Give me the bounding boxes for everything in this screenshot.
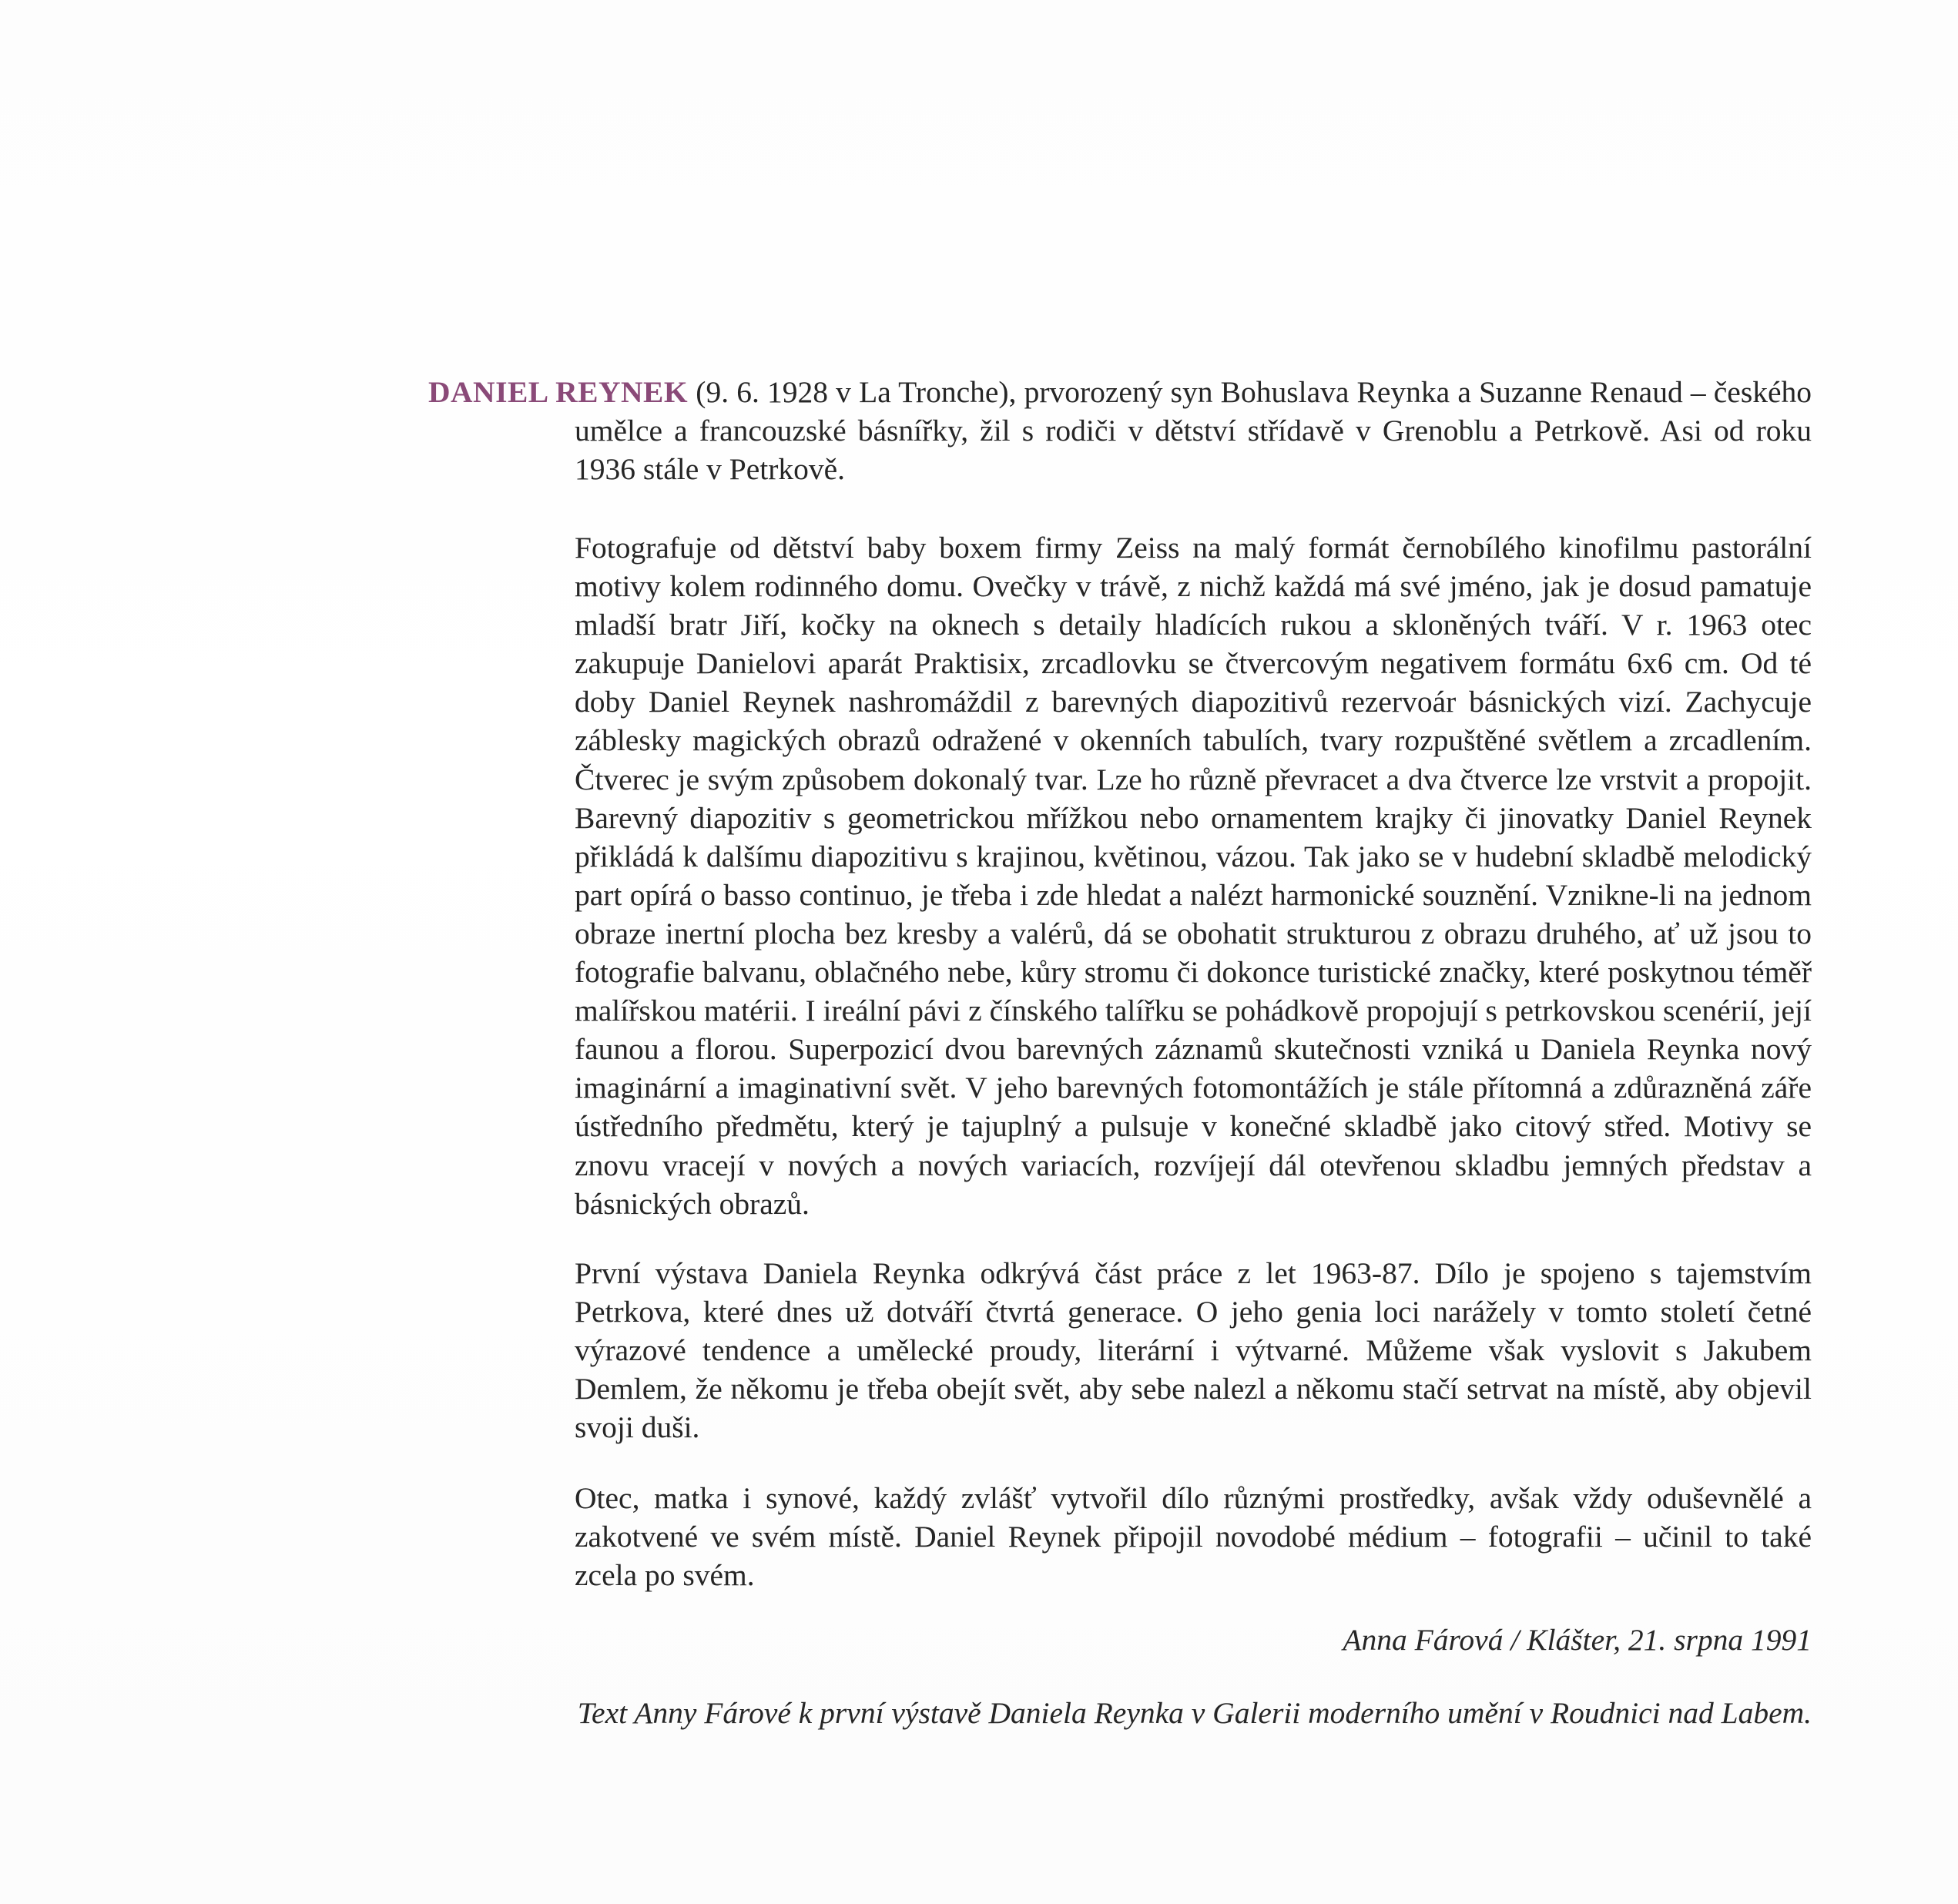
artist-name: DANIEL REYNEK — [428, 375, 689, 409]
body-paragraph-2 — [575, 1254, 1812, 1446]
paragraph-text: Fotografuje od dětství baby boxem firmy Zeiss na malý formát černobílého kinofilmu pastorální motivy kolem rodinného domu. Ovečky v trávě, z nichž každá má své jméno, jak je dosud pamatuje mladší bratr Jiří, kočky na oknech s detaily hladících rukou a skloněných tváří. V r. 1963 otec zakupuje Danielovi aparát Praktisix, zrcadlovku se čtvercovým negativem formátu 6x6 cm. Od té doby Daniel Reynek nashromáždil z barevných diapozitivů rezervoár básnických vizí. Zachycuje záblesky magických obrazů odražené v okenních tabulích, tvary rozpuštěné světlem a zrcadlením. Čtverec je svým způsobem dokonalý tvar. Lze ho různě převracet a dva čtverce lze vrstvit a propojit. Barevný diapozitiv s geometrickou mřížkou nebo ornamentem krajky či jinovatky Daniel Reynek přikládá k dalšímu diapozitivu s krajinou, květinou, vázou. Tak jako se v hudební skladbě melodický part opírá o basso continuo, je třeba i zde hledat a nalézt harmonické souznění. Vznikne-li na jednom obraze inertní plocha bez kresby a valérů, dá se obohatit strukturou z obrazu druhého, ať už jsou to fotografie balvanu, oblačného nebe, kůry stromu či dokonce turistické značky, které poskytnou téměř malířskou matérii. I ireální pávi z čínského talířku se pohádkově propojují s petrkovskou scenérií, její faunou a florou. Superpozicí dvou barevných záznamů skutečnosti vzniká u Daniela Reynka nový imaginární a imaginativní svět. V jeho barevných fotomontážích je stále přítomná a zdůrazněná záře ústředního předmětu, který je tajuplný a pulsuje v konečné skladbě jako citový střed. Motivy se znovu vracejí v nových a nových variacích, rozvíjejí dál otevřenou skladbu jemných představ a básnických obrazů. — [575, 531, 1812, 1221]
bio-paragraph — [428, 373, 1812, 488]
bio-text: (9. 6. 1928 v La Tronche), prvorozený syn Bohuslava Reynka a Suzanne Renaud – českého umělce a francouzské básnířky, žil s rodiči v dětství střídavě v Grenoblu a Petrkově. Asi od roku 1936 stále v Petrkově. — [575, 375, 1812, 486]
body-paragraph-3 — [575, 1479, 1812, 1594]
source-caption: Text Anny Fárové k první výstavě Daniela Reynka v Galerii moderního umění v Roudnici nad Labem. — [577, 1696, 1812, 1730]
body-paragraph-1 — [575, 528, 1812, 1223]
paragraph-text: První výstava Daniela Reynka odkrývá část práce z let 1963-87. Dílo je spojeno s tajemstvím Petrkova, které dnes už dotváří čtvrtá generace. O jeho genia loci narážely v tomto století četné výrazové tendence a umělecké proudy, literární i výtvarné. Můžeme však vyslovit s Jakubem Demlem, že někomu je třeba obejít svět, aby sebe nalezl a někomu stačí setrvat na místě, aby objevil svoji duši. — [575, 1256, 1812, 1445]
bio-block — [428, 373, 1812, 488]
paragraph-text: Otec, matka i synové, každý zvlášť vytvořil dílo různými prostředky, avšak vždy oduševnělé a zakotvené ve svém místě. Daniel Reynek připojil novodobé médium – fotografii – učinil to také zcela po svém. — [575, 1481, 1812, 1593]
author-signature: Anna Fárová / Klášter, 21. srpna 1991 — [1343, 1623, 1812, 1657]
